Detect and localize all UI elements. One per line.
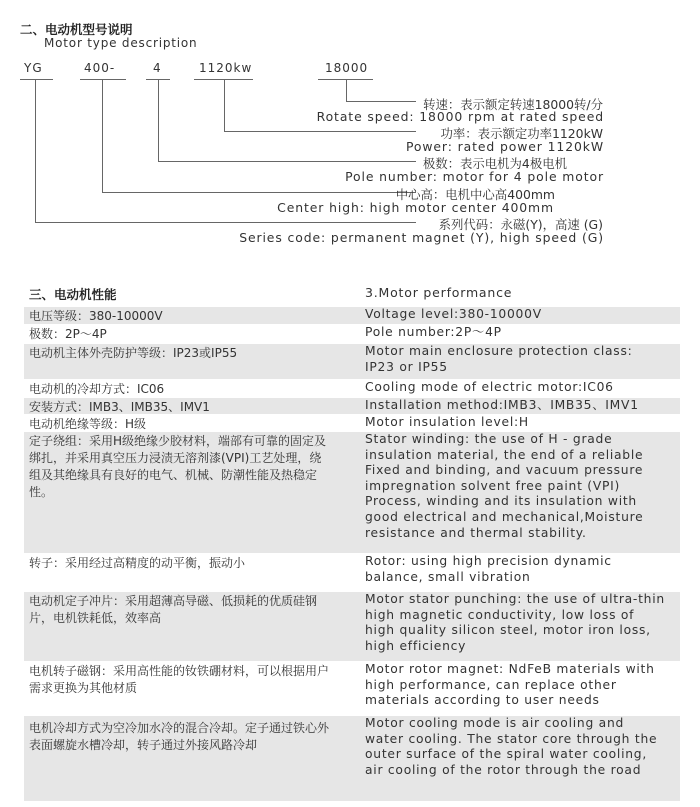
- row-en: Motor rotor magnet: NdFeB materials with high performance, can replace other materials according to user needs: [365, 662, 655, 708]
- row-cn: 电动机定子冲片：采用超薄高导磁、低损耗的优质硅钢片，电机铁耗低，效率高: [29, 594, 318, 625]
- row-en: Cooling mode of electric motor:IC06: [365, 380, 614, 394]
- table-row: [24, 379, 680, 397]
- code-speed: 18000: [325, 61, 369, 75]
- section2-heading-en: Motor type description: [44, 36, 198, 50]
- power-desc-en: Power: rated power 1120kW: [405, 139, 604, 154]
- code-pole: 4: [153, 61, 162, 75]
- row-cn: 电机转子磁钢：采用高性能的钕铁硼材料，可以根据用户需求更换为其他材质: [29, 664, 330, 695]
- row-en: Motor stator punching: the use of ultra-thin high magnetic conductivity, low loss of high quality silicon steel, motor iron loss, high efficiency: [365, 592, 665, 653]
- speed-desc-en: Rotate speed: 18000 rpm at rated speed: [316, 109, 604, 124]
- row-en: Motor main enclosure protection class: IP23 or IP55: [365, 344, 633, 374]
- section3-heading-cn: 三、电动机性能: [29, 287, 117, 302]
- row-cn: 转子：采用经过高精度的动平衡，振动小: [29, 556, 246, 570]
- pole-desc-en: Pole number: motor for 4 pole motor: [345, 169, 604, 184]
- table-row: [24, 715, 680, 801]
- pole-desc-cn: 极数：表示电机为4极电机: [422, 156, 567, 171]
- series-desc-en: Series code: permanent magnet (Y), high speed (G): [239, 230, 604, 245]
- row-en: Motor insulation level:H: [365, 415, 529, 429]
- row-cn: 电动机绝缘等级：H级: [29, 417, 147, 431]
- performance-header: [24, 282, 680, 306]
- row-cn: 电动机的冷却方式：IC06: [29, 382, 165, 396]
- section2-heading-cn: 二、电动机型号说明: [20, 22, 133, 37]
- row-en: Installation method:IMB3、IMB35、IMV1: [365, 398, 639, 412]
- row-cn: 电压等级：380-10000V: [29, 309, 163, 323]
- performance-table: [24, 306, 680, 801]
- row-cn: 极数：2P～4P: [29, 327, 107, 341]
- row-en: Pole number:2P～4P: [365, 325, 502, 339]
- row-cn: 电动机主体外壳防护等级：IP23或IP55: [29, 346, 238, 360]
- table-row: [24, 661, 680, 715]
- row-en: Rotor: using high precision dynamic balance, small vibration: [365, 554, 612, 584]
- table-row: [24, 324, 680, 343]
- code-center-height: 400-: [84, 61, 116, 75]
- center-height-desc-en: Center high: high motor center 400mm: [277, 200, 554, 215]
- row-en: Stator winding: the use of H - grade insulation material, the end of a reliable Fixed and binding, and vacuum pressure impregnation solvent free paint (VPI) Process, winding and its insulation with good electrical and mechanical,Moisture resistance and thermal stability.: [365, 432, 644, 540]
- table-row: [24, 591, 680, 661]
- table-row: [24, 343, 680, 379]
- power-desc-cn: 功率：表示额定功率1120kW: [440, 126, 603, 141]
- row-cn: 定子绕组：采用H级绝缘少胶材料，端部有可靠的固定及绑扎，并采用真空压力浸渍无溶剂漆(VPI)工艺处理，绕组及其绝缘具有良好的电气、机械、防潮性能及热稳定性。: [29, 434, 327, 499]
- table-row: [24, 397, 680, 414]
- table-row: [24, 306, 680, 324]
- row-cn: 电机冷却方式为空冷加水冷的混合冷却。定子通过铁心外表面螺旋水槽冷却，转子通过外接风路冷却: [29, 721, 330, 752]
- code-series: YG: [24, 61, 43, 75]
- table-row: [24, 553, 680, 591]
- center-height-desc-cn: 中心高：电机中心高400mm: [395, 187, 555, 202]
- section3-heading-en: 3.Motor performance: [365, 285, 513, 300]
- speed-leader: [347, 80, 417, 102]
- code-power: 1120kw: [199, 61, 253, 75]
- table-row: [24, 431, 680, 553]
- speed-desc-cn: 转速：表示额定转速18000转/分: [423, 97, 603, 112]
- row-en: Voltage level:380-10000V: [365, 307, 542, 321]
- series-desc-cn: 系列代码：永磁(Y)，高速 (G): [438, 217, 603, 232]
- table-row: [24, 414, 680, 431]
- row-en: Motor cooling mode is air cooling and water cooling. The stator core through the outer surface of the spiral water cooling, air cooling of the rotor through the road: [365, 716, 658, 777]
- row-cn: 安装方式：IMB3、IMB35、IMV1: [29, 400, 210, 414]
